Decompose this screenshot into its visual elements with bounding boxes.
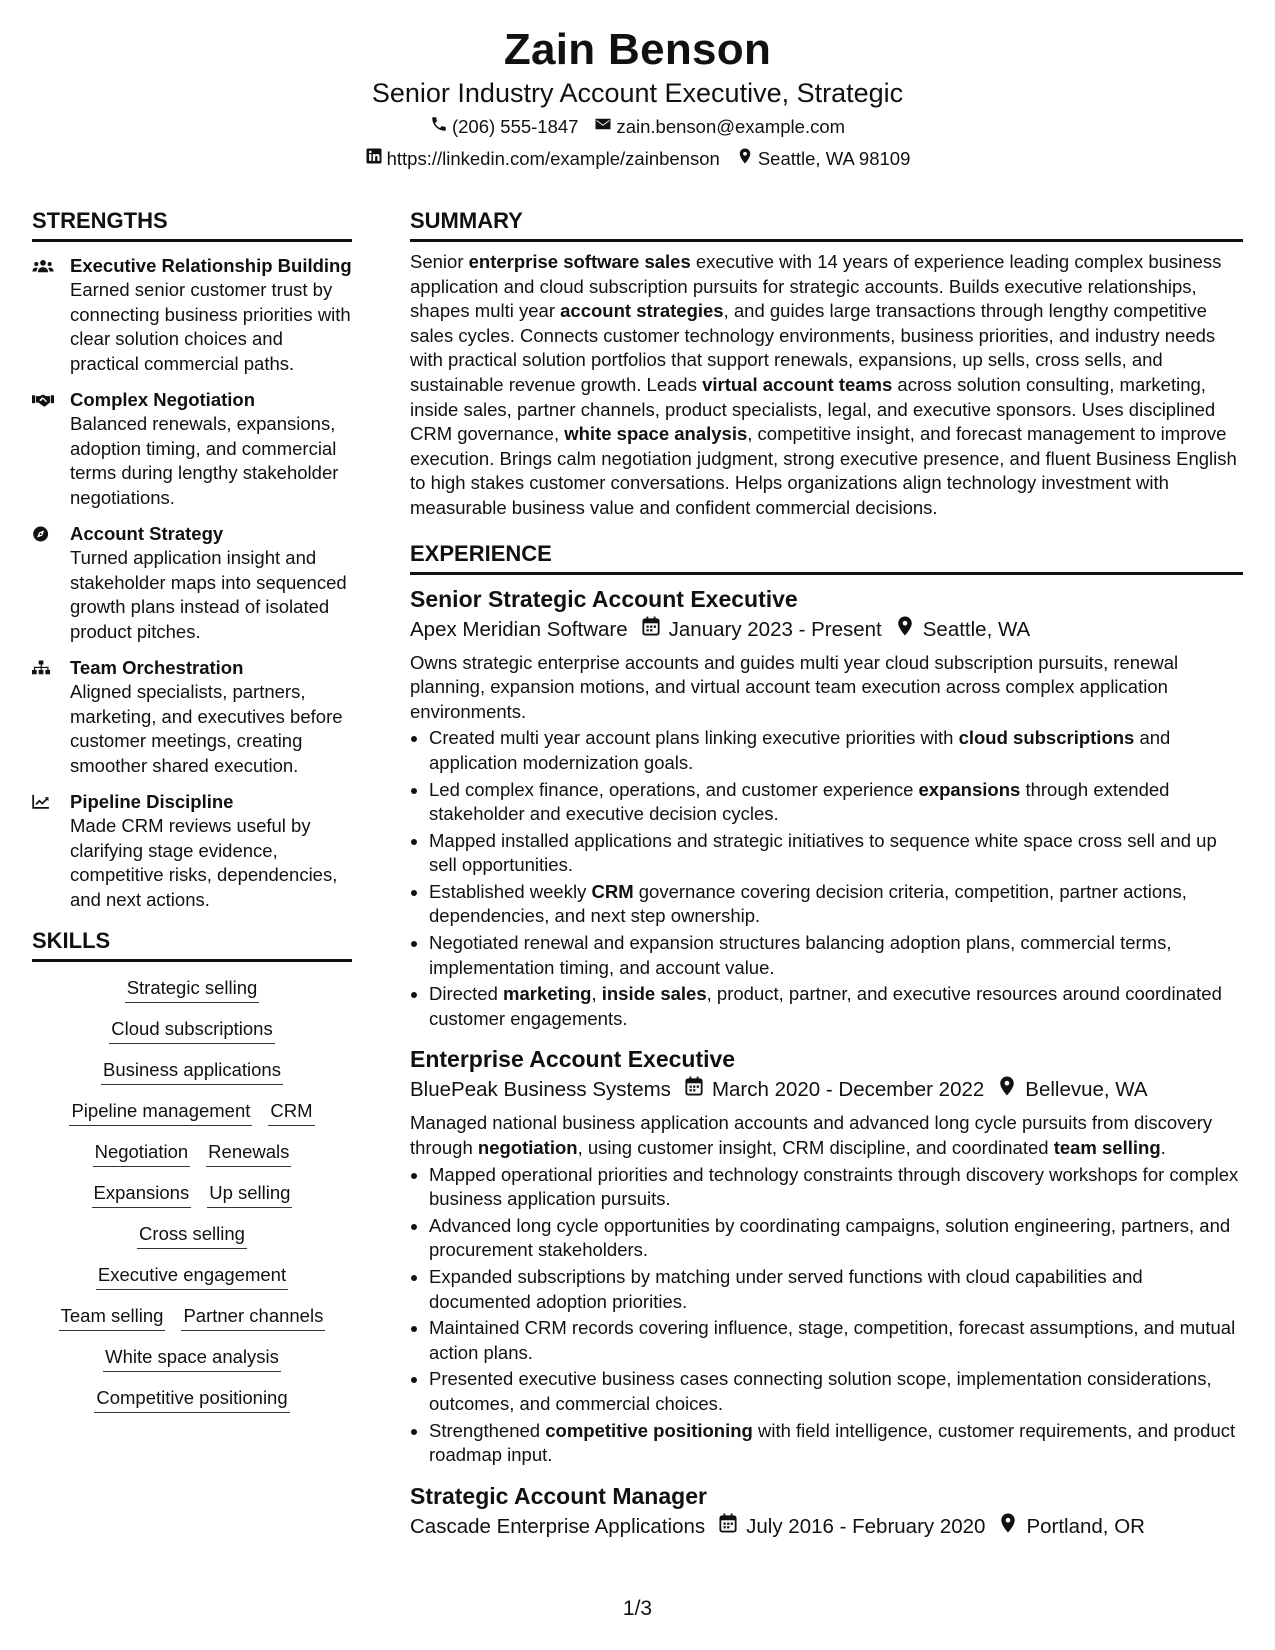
job-entry: [410, 1480, 1243, 1542]
skill-row: [32, 1386, 352, 1413]
phone-text: (206) 555-1847: [451, 116, 579, 137]
skill-tag: Pipeline management: [69, 1099, 252, 1126]
resume-header: [0, 24, 1275, 174]
map-pin-icon: [896, 615, 914, 645]
strength-desc: Aligned specialists, partners, marketing, and executives before customer meetings, creating smoother shared execution.: [70, 681, 343, 776]
skill-row: [32, 1058, 352, 1085]
skill-row: [32, 1099, 352, 1126]
calendar-icon: [642, 615, 660, 645]
job-entry: [410, 1043, 1243, 1467]
skill-tag: Team selling: [59, 1304, 166, 1331]
location-contact: [736, 144, 911, 174]
skill-tag: Strategic selling: [125, 976, 260, 1003]
skill-tag: Expansions: [92, 1181, 192, 1208]
linkedin-text[interactable]: https://linkedin.com/example/zainbenson: [386, 148, 720, 169]
date-range: March 2020 - December 2022: [711, 1078, 985, 1102]
list-item: • Presented executive business cases connecting solution scope, implementation considerations, outcomes, and commercial choices.: [429, 1367, 1243, 1416]
left-column: [32, 206, 352, 1427]
job-title: Enterprise Account Executive: [410, 1046, 736, 1073]
skill-tag: Renewals: [206, 1140, 291, 1167]
sitemap-icon: [32, 656, 70, 778]
location-text: Seattle, WA 98109: [757, 148, 911, 169]
strength-title: Team Orchestration: [70, 657, 244, 678]
job-summary: Owns strategic enterprise accounts and guides multi year cloud subscription pursuits, renewal planning, expansion motions, and virtual account team execution across complex application environments.: [410, 651, 1179, 722]
location-text: Seattle, WA: [922, 617, 1031, 641]
job-dates: [719, 1512, 985, 1542]
skill-tag: Business applications: [101, 1058, 283, 1085]
job-meta: [410, 1512, 1243, 1542]
email-text[interactable]: zain.benson@example.com: [616, 116, 846, 137]
calendar-icon: [685, 1075, 703, 1105]
list-item: • Created multi year account plans linking executive priorities with cloud subscriptions and application modernization goals.: [429, 726, 1243, 775]
strengths-list: [32, 254, 352, 912]
calendar-icon: [719, 1512, 737, 1542]
strength-desc: Earned senior customer trust by connecting business priorities with clear solution choices and practical commercial paths.: [70, 279, 351, 374]
job-dates: [642, 615, 882, 645]
summary-text: Senior enterprise software sales executive with 14 years of experience leading complex business application and cloud subscription pursuits for strategic accounts. Builds executive relationships, shapes multi year account strategies, and guides large transactions through lengthy competitive sales cycles. Connects customer technology environments, business priorities, and industry needs with practical solution portfolios that support renewals, expansions, up sells, cross sells, and sustainable revenue growth. Leads virtual account teams across solution consulting, marketing, inside sales, partner channels, product specialists, legal, and executive sponsors. Uses disciplined CRM governance, white space analysis, competitive insight, and forecast management to improve execution. Brings calm negotiation judgment, strong executive presence, and fluent Business English to high stakes customer conversations. Helps organizations align technology investment with measurable business value and confident commercial decisions.: [410, 251, 1237, 518]
skill-tag: Partner channels: [181, 1304, 325, 1331]
skill-tag: Up selling: [207, 1181, 292, 1208]
map-pin-icon: [999, 1512, 1017, 1542]
job-title: Strategic Account Manager: [410, 1482, 707, 1509]
date-range: January 2023 - Present: [668, 617, 882, 641]
skill-row: [32, 1345, 352, 1372]
map-pin-icon: [998, 1075, 1016, 1105]
company-name: BluePeak Business Systems: [410, 1078, 671, 1102]
users-icon: [32, 254, 70, 376]
job-meta: [410, 1075, 1243, 1105]
location-text: Portland, OR: [1026, 1514, 1145, 1538]
location-text: Bellevue, WA: [1025, 1078, 1148, 1102]
job-meta: [410, 615, 1243, 645]
strength-title: Account Strategy: [70, 523, 224, 544]
strength-title: Complex Negotiation: [70, 389, 256, 410]
job-location: [999, 1512, 1145, 1542]
skill-row: [32, 1181, 352, 1208]
list-item: • Expanded subscriptions by matching under served functions with cloud capabilities and documented adoption priorities.: [429, 1265, 1243, 1314]
strength-desc: Balanced renewals, expansions, adoption timing, and commercial terms during lengthy stakeholder negotiations.: [70, 413, 339, 508]
contact-row-2: [0, 144, 1275, 174]
job-bullets: [410, 1163, 1243, 1468]
phone-icon: [430, 112, 448, 142]
strength-item: [32, 254, 352, 376]
list-item: • Advanced long cycle opportunities by coordinating campaigns, solution engineering, partners, and procurement stakeholders.: [429, 1214, 1243, 1263]
skill-tag: CRM: [268, 1099, 314, 1126]
chart-line-icon: [32, 790, 70, 912]
list-item: • Established weekly CRM governance covering decision criteria, competition, partner actions, dependencies, and next step ownership.: [429, 880, 1243, 929]
email-contact[interactable]: [594, 112, 845, 142]
skill-row: [32, 1263, 352, 1290]
skills-list: [32, 976, 352, 1413]
list-item: • Maintained CRM records covering influence, stage, competition, forecast assumptions, and mutual action plans.: [429, 1316, 1243, 1365]
skills-heading: SKILLS: [32, 926, 352, 962]
experience-heading: EXPERIENCE: [410, 539, 1243, 575]
strength-title: Executive Relationship Building: [70, 255, 352, 276]
map-pin-icon: [736, 144, 754, 174]
linkedin-icon: [365, 144, 383, 174]
skill-row: [32, 1017, 352, 1044]
job-location: [998, 1075, 1147, 1105]
list-item: • Mapped installed applications and strategic initiatives to sequence white space cross sell and up sell opportunities.: [429, 829, 1243, 878]
summary-heading: SUMMARY: [410, 206, 1243, 242]
job-title: Senior Strategic Account Executive: [410, 585, 798, 612]
skill-tag: Competitive positioning: [94, 1386, 289, 1413]
skill-tag: Cloud subscriptions: [109, 1017, 274, 1044]
strength-item: [32, 790, 352, 912]
skill-tag: White space analysis: [103, 1345, 281, 1372]
job-location: [896, 615, 1030, 645]
job-dates: [685, 1075, 984, 1105]
skill-row: [32, 1222, 352, 1249]
linkedin-contact[interactable]: [365, 144, 720, 174]
skill-row: [32, 976, 352, 1003]
list-item: • Negotiated renewal and expansion structures balancing adoption plans, commercial terms, implementation timing, and account value.: [429, 931, 1243, 980]
skill-row: [32, 1304, 352, 1331]
handshake-icon: [32, 388, 70, 510]
list-item: • Strengthened competitive positioning with field intelligence, customer requirements, and product roadmap input.: [429, 1419, 1243, 1468]
contact-row-1: [0, 112, 1275, 142]
list-item: • Led complex finance, operations, and customer experience expansions through extended stakeholder and executive decision cycles.: [429, 778, 1243, 827]
job-bullets: [410, 726, 1243, 1031]
experience-list: [410, 583, 1243, 1542]
strength-item: [32, 388, 352, 510]
skill-tag: Cross selling: [137, 1222, 247, 1249]
company-name: Apex Meridian Software: [410, 617, 628, 641]
envelope-icon: [594, 112, 612, 142]
strengths-heading: STRENGTHS: [32, 206, 352, 242]
list-item: • Directed marketing, inside sales, product, partner, and executive resources around coordinated customer engagements.: [429, 982, 1243, 1031]
compass-icon: [32, 522, 70, 644]
list-item: • Mapped operational priorities and technology constraints through discovery workshops for complex business application pursuits.: [429, 1163, 1243, 1212]
page-number: 1/3: [622, 1597, 653, 1620]
date-range: July 2016 - February 2020: [746, 1514, 986, 1538]
company-name: Cascade Enterprise Applications: [410, 1514, 706, 1538]
strength-item: [32, 656, 352, 778]
job-summary: Managed national business application accounts and advanced long cycle pursuits from discovery through negotiation, using customer insight, CRM discipline, and coordinated team selling.: [410, 1112, 1213, 1159]
right-column: [410, 206, 1243, 1548]
strength-item: [32, 522, 352, 644]
strength-title: Pipeline Discipline: [70, 791, 234, 812]
phone-contact: [430, 112, 579, 142]
strength-desc: Turned application insight and stakeholder maps into sequenced growth plans instead of isolated product pitches.: [70, 547, 347, 642]
skill-tag: Executive engagement: [96, 1263, 288, 1290]
skill-tag: Negotiation: [93, 1140, 191, 1167]
job-entry: [410, 583, 1243, 1032]
strength-desc: Made CRM reviews useful by clarifying stage evidence, competitive risks, dependencies, and next actions.: [70, 815, 338, 910]
skill-row: [32, 1140, 352, 1167]
candidate-title: Senior Industry Account Executive, Strategic: [371, 78, 904, 108]
candidate-name: Zain Benson: [503, 25, 772, 74]
